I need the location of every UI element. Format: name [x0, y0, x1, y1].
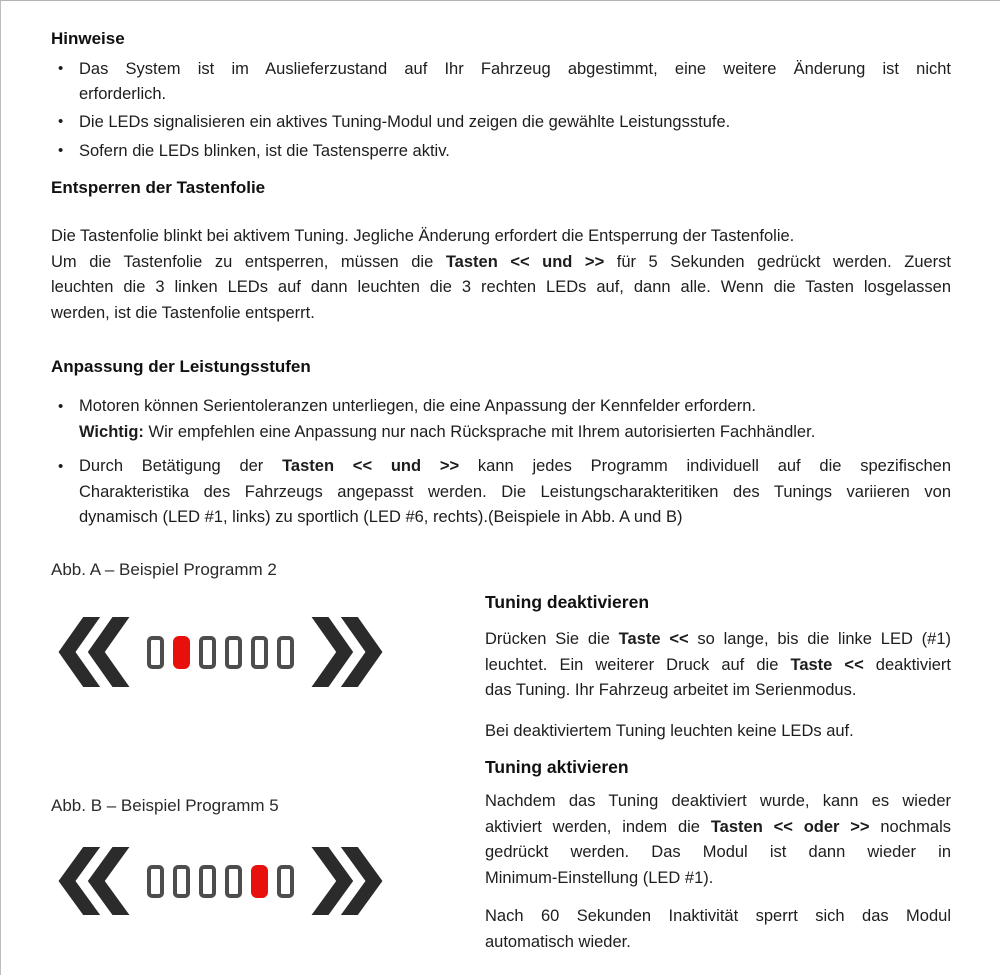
led-3	[199, 636, 216, 669]
led-4	[225, 636, 242, 669]
text-line: Bei deaktiviertem Tuning leuchten keine LEDs auf.	[485, 721, 854, 740]
tuning-aktivieren-paragraph	[485, 789, 951, 891]
text-line: das Tuning. Ihr Fahrzeug arbeitet im Serienmodus.	[485, 681, 857, 699]
section-anpassung	[51, 357, 951, 540]
text-line: Um die Tastenfolie zu entsperren, müssen die Tasten << und >> für 5 Sekunden gedrückt werden. Zuerst	[51, 252, 951, 271]
tuning-deaktivieren-paragraph	[485, 627, 951, 704]
text-line: Charakteristika des Fahrzeugs angepasst werden. Die Leistungscharakteritiken des Tunings variieren von	[79, 482, 951, 501]
bullet-item	[51, 394, 951, 445]
bullet-item	[51, 57, 951, 106]
figure-b-label: Abb. B – Beispiel Programm 5	[51, 796, 279, 815]
bullet-icon: •	[58, 60, 64, 77]
bullet-icon: •	[58, 141, 64, 159]
bullet-text	[79, 57, 951, 106]
anpassung-heading: Anpassung der Leistungsstufen	[51, 357, 311, 376]
text-line: Durch Betätigung der Tasten << und >> kann jedes Programm individuell auf die spezifischen	[79, 457, 951, 475]
section-hinweise	[51, 29, 951, 167]
led-5	[251, 636, 268, 669]
led-1	[147, 636, 164, 669]
text-line: werden, ist die Tastenfolie entsperrt.	[51, 303, 315, 322]
tuning-deaktiviert-note	[485, 719, 951, 745]
double-chevron-left-icon	[57, 617, 131, 687]
tuning-aktivieren-heading: Tuning aktivieren	[485, 757, 629, 777]
led-1	[147, 865, 164, 898]
hinweise-heading: Hinweise	[51, 29, 125, 48]
text-line: aktiviert werden, indem die Tasten << oder >> nochmals	[485, 817, 951, 836]
bullet-text	[79, 454, 951, 531]
bullet-icon: •	[58, 113, 64, 130]
bullet-icon: •	[58, 398, 64, 415]
text-line: automatisch wieder.	[485, 932, 631, 951]
bullet-item	[51, 454, 951, 531]
text-line: Motoren können Serientoleranzen unterliegen, die eine Anpassung der Kennfelder erfordern.	[79, 397, 756, 415]
bullet-text	[79, 139, 951, 164]
led-4	[225, 865, 242, 898]
led-6	[277, 865, 294, 898]
text-line: leuchten die 3 linken LEDs auf dann leuchten die 3 rechten LEDs auf, dann alle. Wenn die Tasten losgelassen	[51, 278, 951, 296]
led-5-active	[251, 865, 268, 898]
text-line: Wichtig: Wir empfehlen eine Anpassung nur nach Rücksprache mit Ihrem autorisierten Fachhändler.	[79, 422, 816, 441]
section-entsperren	[51, 178, 951, 326]
text-line: gedrückt werden. Das Modul ist dann wieder in	[485, 843, 951, 861]
figure-a-label: Abb. A – Beispiel Programm 2	[51, 560, 277, 579]
double-chevron-left-icon	[57, 847, 131, 915]
text-line: Minimum-Einstellung (LED #1).	[485, 868, 714, 887]
bullet-text	[79, 110, 951, 135]
text-line: leuchtet. Ein weiterer Druck auf die Taste << deaktiviert	[485, 655, 951, 674]
led-strip	[147, 636, 294, 669]
text-line: Drücken Sie die Taste << so lange, bis die linke LED (#1)	[485, 630, 951, 648]
text-line: Die Tastenfolie blinkt bei aktivem Tuning. Jegliche Änderung erfordert die Entsperrung der Tastenfolie.	[51, 227, 795, 245]
double-chevron-right-icon	[310, 847, 384, 915]
entsperren-heading: Entsperren der Tastenfolie	[51, 178, 266, 197]
bullet-icon: •	[58, 458, 64, 475]
bullet-item	[51, 110, 951, 135]
figure-a	[57, 617, 384, 687]
text-line: Die LEDs signalisieren ein aktives Tuning-Modul und zeigen die gewählte Leistungsstufe.	[79, 113, 731, 131]
auto-lock-note	[485, 904, 951, 955]
double-chevron-right-icon	[310, 617, 384, 687]
text-line: Nach 60 Sekunden Inaktivität sperrt sich das Modul	[485, 907, 951, 925]
led-3	[199, 865, 216, 898]
led-2	[173, 865, 190, 898]
led-2-active	[173, 636, 190, 669]
text-line: Sofern die LEDs blinken, ist die Tastensperre aktiv.	[79, 141, 450, 160]
bullet-item	[51, 139, 951, 164]
led-6	[277, 636, 294, 669]
text-line: Das System ist im Auslieferzustand auf Ihr Fahrzeug abgestimmt, eine weitere Änderung ist nicht	[79, 60, 951, 78]
led-strip	[147, 865, 294, 898]
figure-b	[57, 847, 384, 915]
bullet-text	[79, 394, 951, 445]
tuning-deaktivieren-heading: Tuning deaktivieren	[485, 592, 650, 612]
text-line: erforderlich.	[79, 84, 167, 103]
text-line: Nachdem das Tuning deaktiviert wurde, kann es wieder	[485, 792, 951, 810]
text-line: dynamisch (LED #1, links) zu sportlich (LED #6, rechts).(Beispiele in Abb. A und B)	[79, 508, 683, 526]
right-column	[485, 592, 951, 955]
